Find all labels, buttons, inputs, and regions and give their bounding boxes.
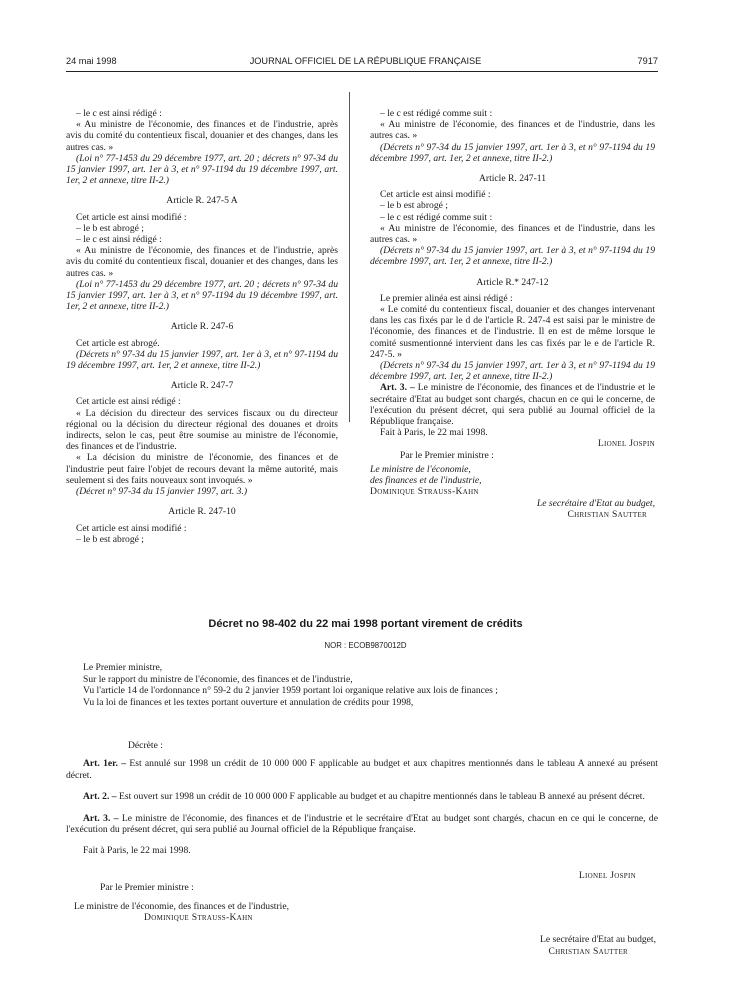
signature-prime-minister: Lionel Jospin: [597, 438, 655, 450]
article-heading: Article R. 247-7: [170, 380, 234, 392]
article-text: Est ouvert sur 1998 un crédit de 10 000 000 F applicable au budget et au chapitre mentionnés dans le tableau B annexé au présent décret.: [118, 791, 645, 803]
paragraph: « La décision du directeur des services fiscaux ou du directeur régional ou la décision du directeur régional des douanes et droits indirects, selon le cas, peut être soumise au ministre de l'économie, des finances et de l'industrie.: [66, 407, 338, 453]
paragraph: « Au ministre de l'économie, des finances et de l'industrie, dans les autres cas. »: [370, 119, 655, 142]
paragraph: – le c est rédigé comme suit :: [380, 211, 493, 223]
paragraph: Cet article est ainsi rédigé :: [76, 396, 181, 408]
paragraph: « Au ministre de l'économie, des finances et de l'industrie, dans les autres cas. »: [370, 222, 655, 246]
header-rule: [66, 71, 658, 72]
legal-reference: (Loi n° 77-1453 du 29 décembre 1977, art. 20 ; décrets n° 97-34 du 15 janvier 1997, art. 1er à 3, et n° 97-1194 du 19 décembre 1997, art. 1er, 2 et annexe, titre II-2.): [66, 278, 338, 313]
signature-prime-minister: Lionel Jospin: [578, 870, 636, 881]
article-3: [370, 382, 655, 427]
decree-title: Décret no 98-402 du 22 mai 1998 portant virement de crédits: [208, 618, 523, 630]
paragraph: Sur le rapport du ministre de l'économie, des finances et de l'industrie,: [83, 673, 353, 685]
decree-secretary: [66, 934, 656, 957]
article-2: [66, 791, 658, 803]
article-heading: Article R.* 247-12: [476, 276, 549, 288]
paragraph: Vu la loi de finances et les textes portant ouverture et annulation de crédits pour 1998,: [83, 696, 414, 708]
minister-title: des finances et de l'industrie,: [370, 475, 482, 487]
legal-reference: (Décrets n° 97-34 du 15 janvier 1997, art. 1er à 3, et n° 97-1194 du 19 décembre 1997, art. 1er, 2 et annexe, titre II-2.): [66, 348, 338, 372]
paragraph: – le b est abrogé ;: [76, 222, 144, 234]
decree-preamble: [66, 662, 658, 708]
signing-place-date: Fait à Paris, le 22 mai 1998.: [380, 427, 488, 439]
paragraph: Cet article est ainsi modifié :: [76, 211, 187, 223]
legal-reference: (Décret n° 97-34 du 15 janvier 1997, art. 3.): [76, 486, 248, 498]
article-label: Art. 3. –: [83, 812, 119, 824]
article-heading: Article R. 247-10: [168, 506, 236, 518]
article-text: Le ministre de l'économie, des finances et de l'industrie et le secrétaire d'Etat au budget sont chargés, chacun en ce qui le concerne, de l'exécution du présent décret, qui sera publié au Journal officiel de la République française.: [370, 382, 655, 428]
right-column: [370, 108, 655, 520]
paragraph: Cet article est ainsi modifié :: [380, 189, 491, 201]
paragraph: – le b est abrogé ;: [380, 200, 448, 212]
decree-articles: [66, 758, 658, 857]
minister-name: Dominique Strauss-Kahn: [370, 486, 479, 498]
minister-name: Dominique Strauss-Kahn: [144, 912, 253, 924]
decree-countersign: [66, 882, 658, 924]
column-divider: [349, 92, 350, 422]
paragraph: – le c est ainsi rédigé :: [76, 234, 162, 246]
article-heading: Article R. 247-5 A: [166, 195, 238, 207]
paragraph: « La décision du ministre de l'économie, des finances et de l'industrie peut faire l'objet de recours devant la même autorité, mais seulement si des faits nouveaux sont invoqués. »: [66, 452, 338, 486]
paragraph: « Le comité du contentieux fiscal, douanier et des changes intervenant dans les cas fixés par le d de l'article R. 247-4 est saisi par le ministre de l'économie, des finances et de l'industrie. Il en est de même lorsque le comité susmentionné intervient dans les cas fixés par le e de l'article R. 247-5. »: [370, 304, 655, 360]
legal-reference: (Décrets n° 97-34 du 15 janvier 1997, art. 1er à 3, et n° 97-1194 du 19 décembre 1997, art. 1er, 2 et annexe, titre II-2.): [370, 141, 655, 164]
paragraph: « Au ministre de l'économie, des finances et de l'industrie, après avis du comité du contentieux fiscal, douanier et des changes, dans les autres cas. »: [66, 245, 338, 279]
paragraph: Cet article est abrogé.: [76, 337, 160, 349]
header-journal-title: JOURNAL OFFICIEL DE LA RÉPUBLIQUE FRANÇAISE: [249, 56, 482, 66]
article-1: [66, 758, 658, 781]
secretary-name: Christian Sautter: [548, 945, 628, 957]
secretary-name: Christian Sautter: [567, 508, 647, 520]
article-3: [66, 813, 658, 836]
paragraph: Le premier alinéa est ainsi rédigé :: [380, 292, 513, 304]
paragraph: – le b est abrogé ;: [76, 533, 144, 545]
signing-place-date: Fait à Paris, le 22 mai 1998.: [83, 844, 191, 856]
minister-title: Le ministre de l'économie, des finances et de l'industrie,: [74, 900, 289, 912]
article-heading: Article R. 247-11: [478, 173, 547, 185]
article-label: Art. 1er. –: [83, 758, 127, 769]
article-label: Art. 2. –: [83, 791, 117, 803]
paragraph: Vu l'article 14 de l'ordonnance n° 59-2 du 2 janvier 1959 portant loi organique relative aux lois de finances ;: [83, 685, 498, 697]
decrete-label: Décrète :: [128, 740, 163, 751]
legal-reference: (Décrets n° 97-34 du 15 janvier 1997, art. 1er à 3, et n° 97-1194 du 19 décembre 1997, art. 1er, 2 et annexe, titre II-2.): [370, 360, 655, 383]
decree-nor: NOR : ECOB9870012D: [324, 641, 407, 650]
left-column: [66, 108, 338, 545]
paragraph: – le c est ainsi rédigé :: [76, 108, 162, 119]
paragraph: Le Premier ministre,: [83, 662, 163, 673]
header-date: 24 mai 1998: [66, 56, 117, 66]
minister-title: Le ministre de l'économie,: [370, 463, 471, 475]
paragraph: – le c est rédigé comme suit :: [380, 108, 493, 119]
article-label: Art. 3. –: [380, 382, 415, 394]
by-the-prime-minister: Par le Premier ministre :: [100, 882, 194, 893]
by-the-prime-minister: Par le Premier ministre :: [400, 449, 494, 461]
paragraph: Cet article est ainsi modifié :: [76, 522, 187, 534]
decree-decrete: [66, 740, 658, 752]
legal-reference: (Loi n° 77-1453 du 29 décembre 1977, art. 20 ; décrets n° 97-34 du 15 janvier 1997, art. 1er à 3, et n° 97-1194 du 19 décembre 1997, art. 1er, 2 et annexe, titre II-2.): [66, 152, 338, 187]
article-text: Est annulé sur 1998 un crédit de 10 000 000 F applicable au budget et aux chapitres mentionnés dans le tableau A annexé au présent décret.: [66, 758, 658, 781]
article-heading: Article R. 247-6: [170, 321, 234, 333]
paragraph: « Au ministre de l'économie, des finances et de l'industrie, après avis du comité du contentieux fiscal, douanier et des changes, dans les autres cas. »: [66, 119, 338, 153]
legal-reference: (Décrets n° 97-34 du 15 janvier 1997, art. 1er à 3, et n° 97-1194 du 19 décembre 1997, art. 1er, 2 et annexe, titre II-2.): [370, 245, 655, 268]
secretary-title: Le secrétaire d'Etat au budget,: [540, 934, 656, 945]
header-page-number: 7917: [637, 56, 658, 66]
secretary-title: Le secrétaire d'Etat au budget,: [536, 497, 655, 509]
article-text: Le ministre de l'économie, des finances et de l'industrie et le secrétaire d'Etat au budget sont chargés, chacun en ce qui le concerne, de l'exécution du présent décret, qui sera publié au Journal officiel de la République française.: [66, 812, 658, 836]
